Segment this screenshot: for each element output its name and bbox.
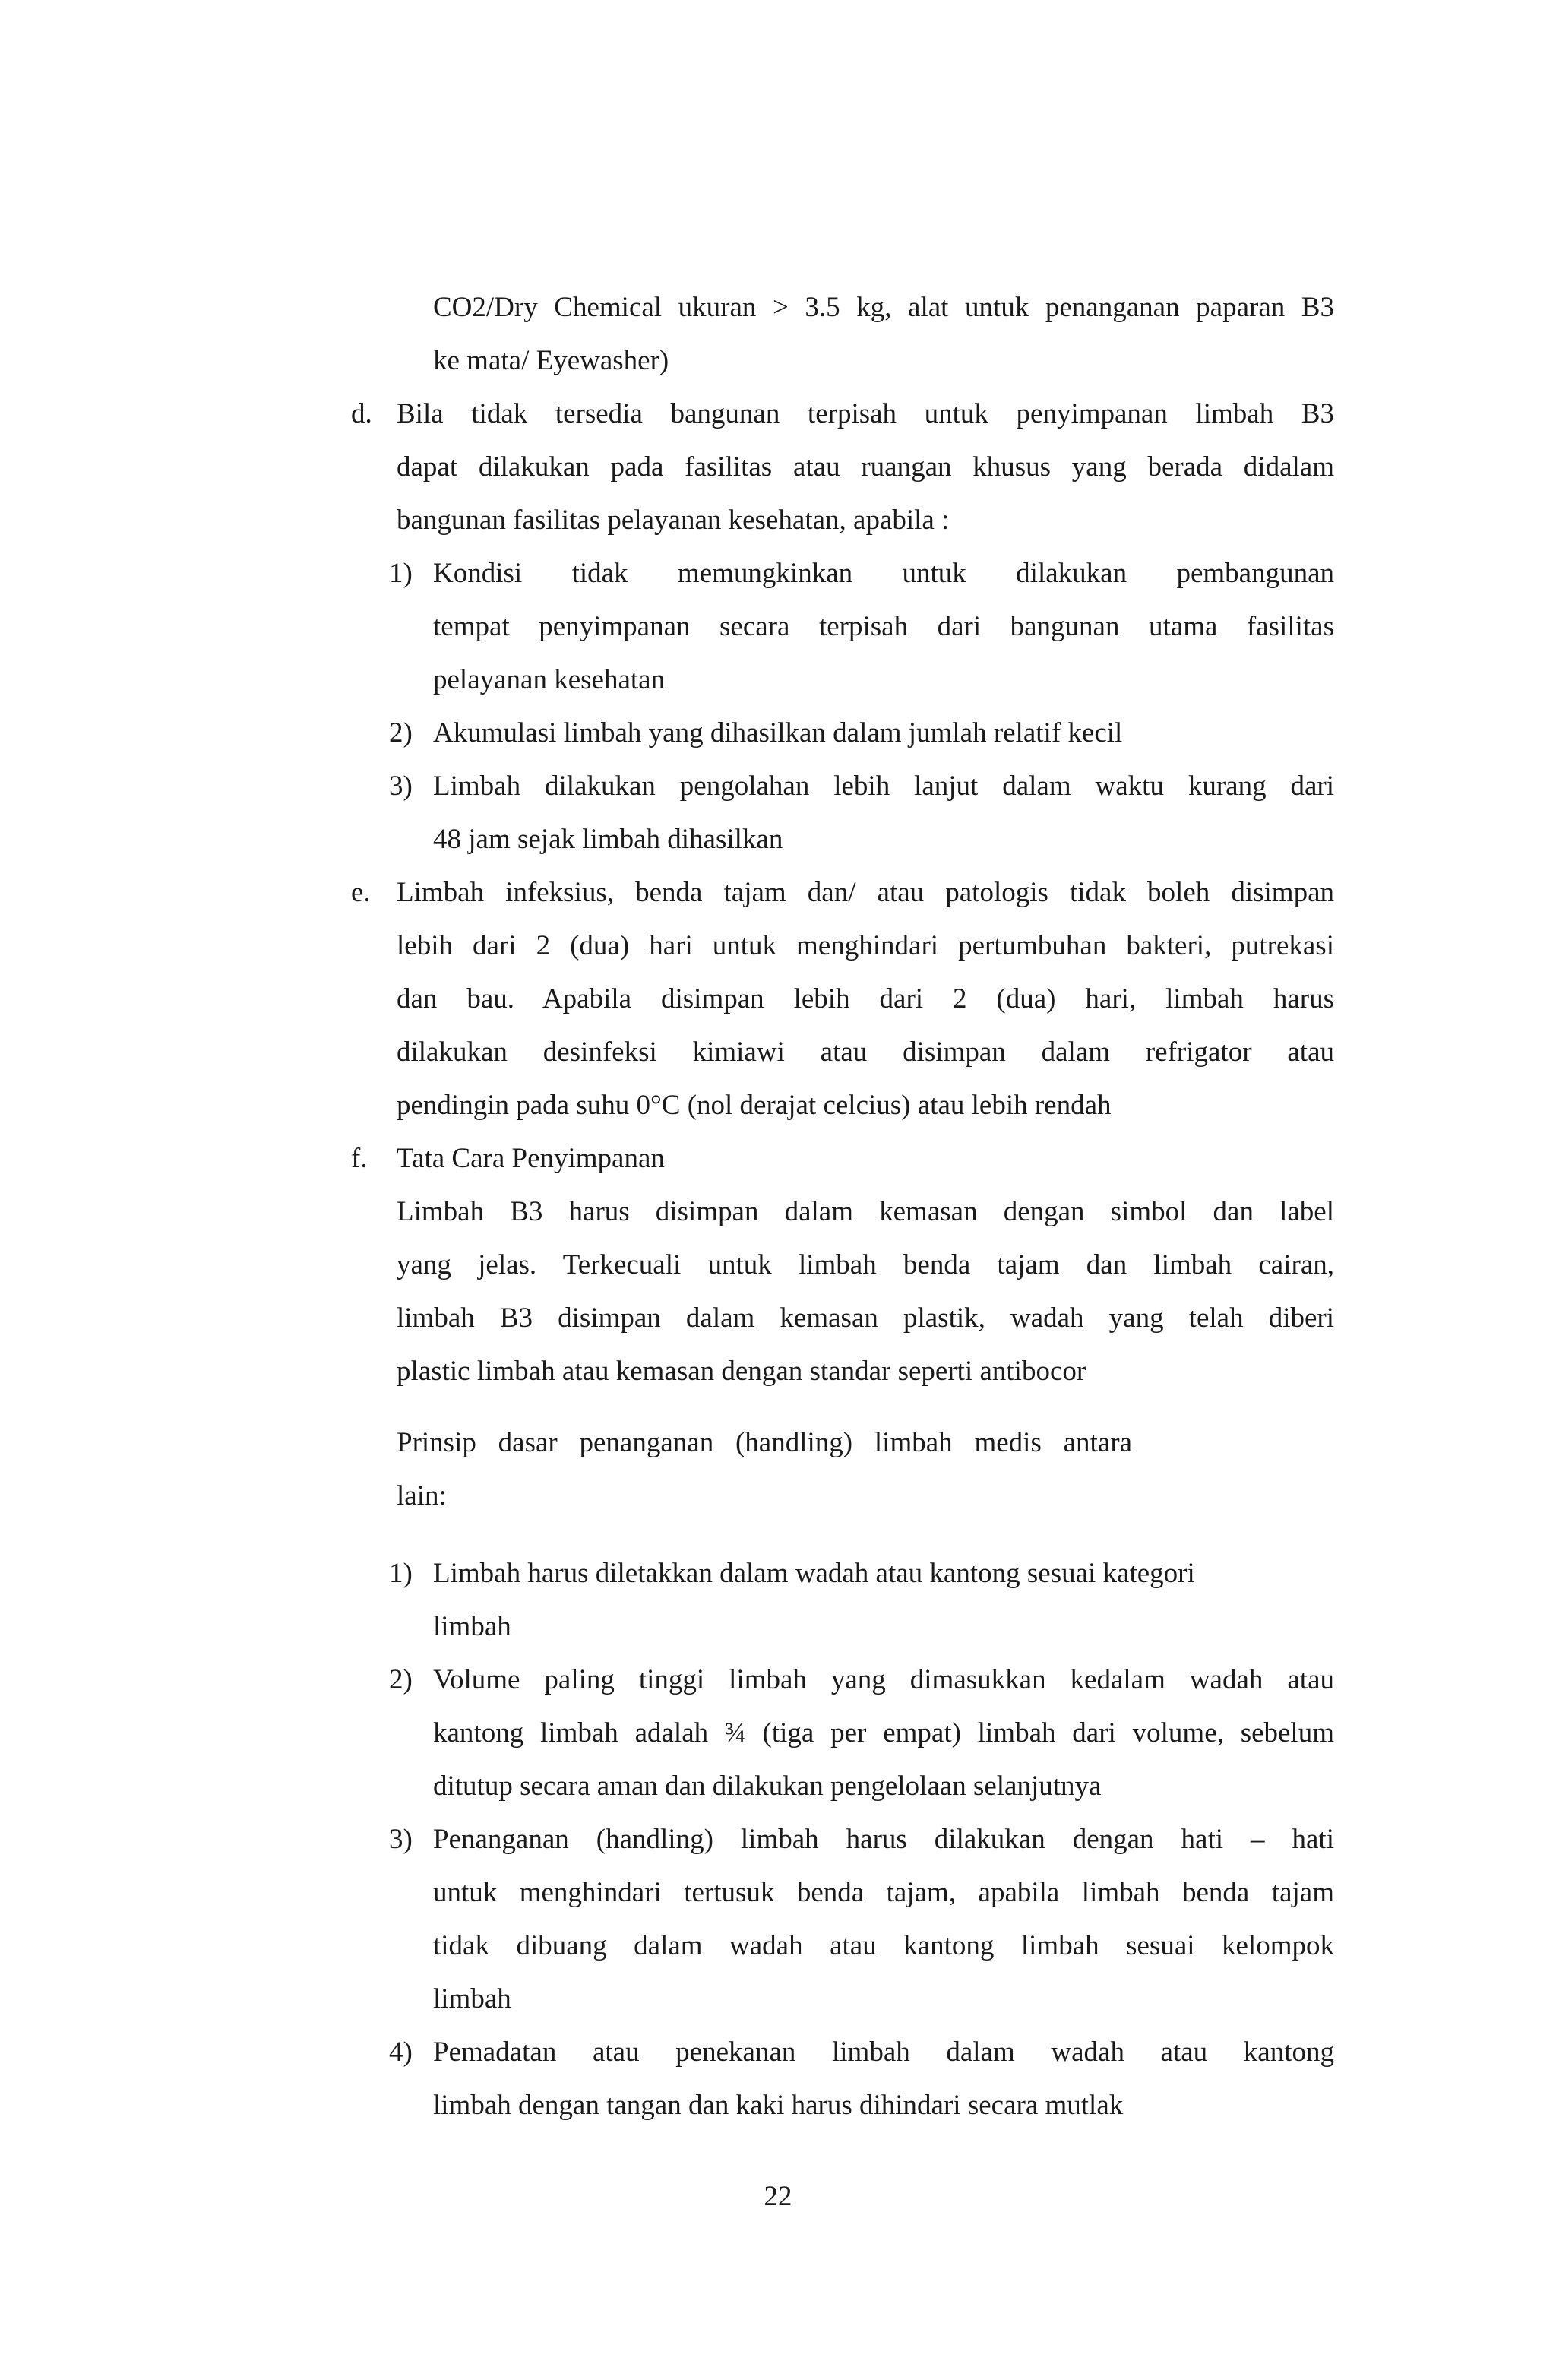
principle-label: 2): [389, 1664, 413, 1695]
principle-line: Pemadatan atau penekanan limbah dalam wadah atau kantong: [433, 2037, 1334, 2068]
paragraph-line: limbah B3 disimpan dalam kemasan plastik, wadah yang telah diberi: [397, 1302, 1334, 1334]
principle-line: kantong limbah adalah ¾ (tiga per empat) limbah dari volume, sebelum: [433, 1717, 1334, 1749]
section-title: Tata Cara Penyimpanan: [397, 1143, 665, 1174]
sublist-line: 48 jam sejak limbah dihasilkan: [433, 824, 783, 855]
principle-line: ditutup secara aman dan dilakukan pengelolaan selanjutnya: [433, 1771, 1102, 1802]
paragraph-line: plastic limbah atau kemasan dengan standar seperti antibocor: [397, 1356, 1086, 1387]
principle-line: limbah: [433, 1611, 511, 1642]
sublist-label: 1): [389, 558, 413, 589]
paragraph-line: dan bau. Apabila disimpan lebih dari 2 (dua) hari, limbah harus: [397, 983, 1334, 1014]
principle-label: 3): [389, 1824, 413, 1855]
paragraph-line: yang jelas. Terkecuali untuk limbah benda tajam dan limbah cairan,: [397, 1249, 1334, 1280]
principle-label: 4): [389, 2037, 413, 2068]
page-number: 22: [764, 2181, 792, 2212]
sublist-label: 2): [389, 717, 413, 748]
principle-label: 1): [389, 1558, 413, 1589]
paragraph-line: Bila tidak tersedia bangunan terpisah untuk penyimpanan limbah B3: [397, 398, 1334, 429]
sublist-line: Kondisi tidak memungkinkan untuk dilakukan pembangunan: [433, 558, 1334, 589]
principle-line: Penanganan (handling) limbah harus dilakukan dengan hati – hati: [433, 1824, 1334, 1855]
principle-line: limbah: [433, 1983, 511, 2014]
sublist-line: pelayanan kesehatan: [433, 664, 666, 695]
list-label-f: f.: [351, 1143, 368, 1174]
principle-line: Limbah harus diletakkan dalam wadah atau kantong sesuai kategori: [433, 1558, 1195, 1589]
principle-line: Volume paling tinggi limbah yang dimasukkan kedalam wadah atau: [433, 1664, 1334, 1695]
principle-line: limbah dengan tangan dan kaki harus dihindari secara mutlak: [433, 2090, 1124, 2121]
list-label-d: d.: [351, 398, 372, 429]
paragraph-line: lebih dari 2 (dua) hari untuk menghindari pertumbuhan bakteri, putrekasi: [397, 930, 1334, 961]
paragraph-line: dapat dilakukan pada fasilitas atau ruangan khusus yang berada didalam: [397, 451, 1334, 483]
principle-line: tidak dibuang dalam wadah atau kantong limbah sesuai kelompok: [433, 1930, 1334, 1961]
paragraph-line: pendingin pada suhu 0°C (nol derajat celcius) atau lebih rendah: [397, 1090, 1112, 1121]
paragraph-line: Limbah B3 harus disimpan dalam kemasan dengan simbol dan label: [397, 1196, 1334, 1227]
sublist-label: 3): [389, 771, 413, 802]
intro-line: ke mata/ Eyewasher): [433, 345, 669, 376]
intro-line: CO2/Dry Chemical ukuran > 3.5 kg, alat untuk penanganan paparan B3: [433, 292, 1334, 323]
principle-intro-line: Prinsip dasar penanganan (handling) limbah medis antara: [397, 1427, 1132, 1458]
paragraph-line: Limbah infeksius, benda tajam dan/ atau patologis tidak boleh disimpan: [397, 877, 1334, 908]
list-label-e: e.: [351, 877, 371, 908]
sublist-line: tempat penyimpanan secara terpisah dari bangunan utama fasilitas: [433, 611, 1334, 642]
principle-line: untuk menghindari tertusuk benda tajam, apabila limbah benda tajam: [433, 1877, 1334, 1908]
sublist-line: Akumulasi limbah yang dihasilkan dalam jumlah relatif kecil: [433, 717, 1123, 748]
paragraph-line: bangunan fasilitas pelayanan kesehatan, apabila :: [397, 505, 950, 536]
sublist-line: Limbah dilakukan pengolahan lebih lanjut dalam waktu kurang dari: [433, 771, 1334, 802]
paragraph-line: dilakukan desinfeksi kimiawi atau disimpan dalam refrigator atau: [397, 1037, 1334, 1068]
principle-intro-line: lain:: [397, 1480, 447, 1511]
